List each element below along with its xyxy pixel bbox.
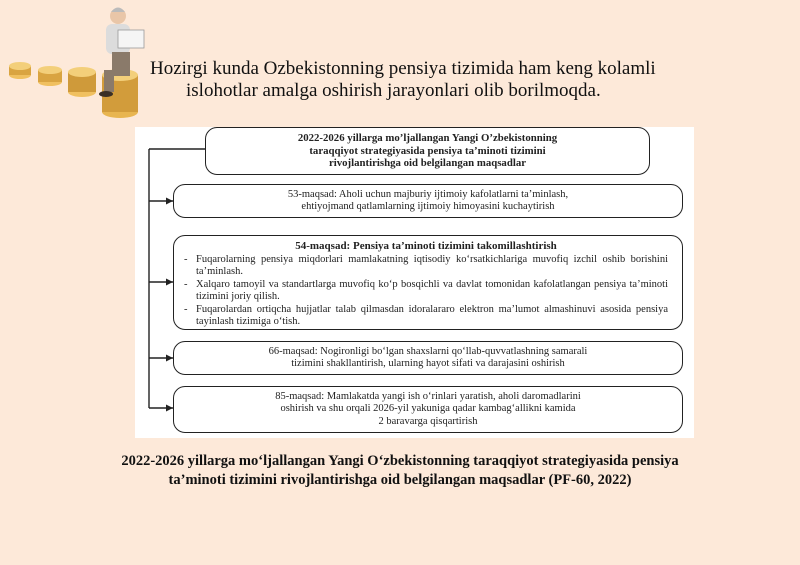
goal-66-line-1: 66-maqsad: Nogironligi bo‘lgan shaxslarni qo‘llab-quvvatlashning samarali	[268, 345, 588, 357]
goal-54-box	[173, 235, 683, 330]
headline-line-2: islohotlar amalga oshirish jarayonlari olib borilmoqda.	[186, 80, 601, 101]
goal-85-line-1: 85-maqsad: Mamlakatda yangi ish o‘rinlari yaratish, aholi daromadlarini	[275, 390, 581, 402]
figure-caption	[50, 452, 750, 490]
goal-53-box	[173, 184, 683, 218]
goal-85-box	[173, 386, 683, 433]
goal-85-line-2: oshirish va shu orqali 2026-yil yakuniga qadar kambag‘allikni kamida	[280, 403, 576, 415]
goal-66-box	[173, 341, 683, 375]
goal-53-line-1: 53-maqsad: Aholi uchun majburiy ijtimoiy kafolatlarni ta’minlash,	[287, 188, 569, 200]
goal-54-item: - Xalqaro tamoyil va standartlarga muvofiq ko‘p bosqichli va davlat tomonidan kafolatlangan pensiya ta’minoti tizimini joriy qilish.	[184, 279, 668, 304]
headline-line-1: Hozirgi kunda Ozbekistonning pensiya tizimida ham keng kolamli	[150, 58, 656, 79]
strategy-goals-line-2: taraqqiyot strategiyasida pensiya ta’minoti tizimini	[309, 144, 546, 157]
strategy-goals-line-3: rivojlantirishga oid belgilangan maqsadlar	[328, 157, 527, 170]
goal-54-list	[184, 254, 668, 329]
caption-line-2: ta’minoti tizimini rivojlantirishga oid belgilangan maqsadlar (PF-60, 2022)	[168, 472, 632, 488]
goal-66-line-2: tizimini shakllantirish, ularning hayot sifati va darajasini oshirish	[291, 358, 565, 369]
goal-54-item: - Fuqarolarning pensiya miqdorlari mamlakatning iqtisodiy ko‘rsatkichlariga muvofiq izchil oshib borishini ta’minlash.	[184, 254, 668, 279]
goal-53-line-2: ehtiyojmand qatlamlarning ijtimoiy himoyasini kuchaytirish	[301, 201, 555, 212]
strategy-goals-line-1: 2022-2026 yillarga mo’ljallangan Yangi O’zbekistonning	[297, 132, 558, 145]
strategy-goals-box	[205, 127, 650, 175]
headline	[150, 58, 770, 102]
goal-85-line-3: 2 baravarga qisqartirish	[378, 415, 478, 427]
diagram-panel	[135, 127, 694, 438]
goal-54-item: - Fuqarolardan ortiqcha hujjatlar talab qilmasdan idoralararo elektron ma’lumot almashinuvi asosida pensiya tayinlash tizimiga o‘tish.	[184, 304, 668, 329]
caption-line-1: 2022-2026 yillarga mo‘ljallangan Yangi O‘zbekistonning taraqqiyot strategiyasida pensiya	[121, 453, 679, 469]
goal-54-title: 54-maqsad: Pensiya ta’minoti tizimini takomillashtirish	[295, 240, 557, 252]
man-with-coins-illustration	[0, 0, 160, 125]
